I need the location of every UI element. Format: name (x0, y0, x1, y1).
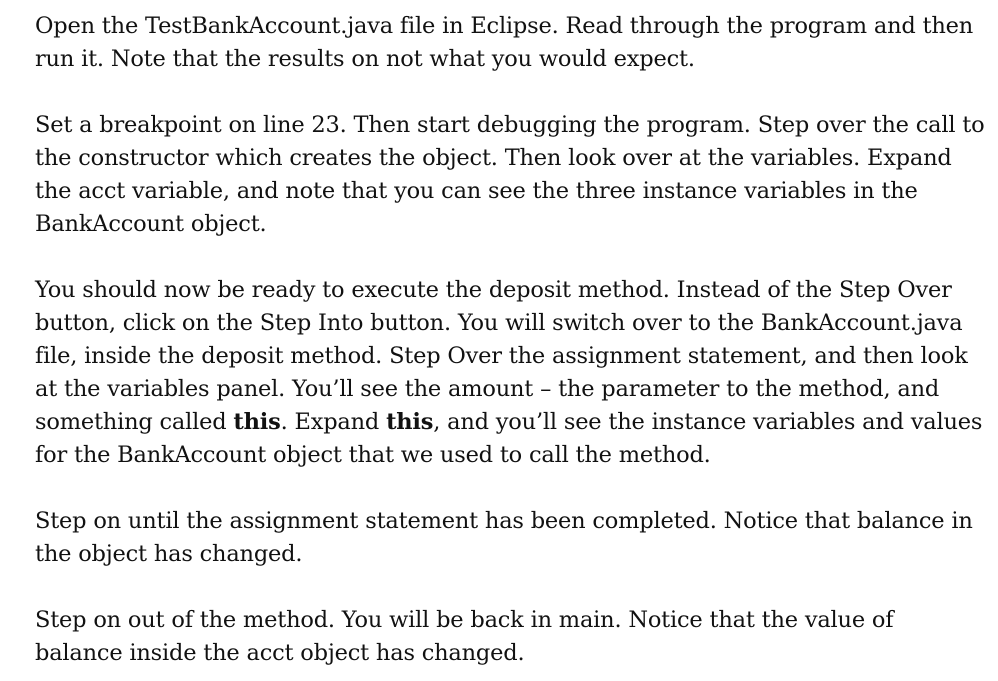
paragraph-step-out (35, 604, 985, 670)
paragraph-text: , and you’ll see the instance variables and values for the BankAccount object that we used to call the method. (35, 409, 983, 468)
paragraph-step-into-deposit (35, 274, 985, 472)
paragraph-text: Set a breakpoint on line 23. Then start debugging the program. Step over the call to the constructor which creates the object. Then look over at the variables. Expand the acct variable, and note that you can see the three instance variables in the BankAccount object. (35, 112, 985, 237)
paragraph-text: . Expand (280, 409, 387, 435)
keyword-this: this (233, 409, 281, 435)
paragraph-open-file (35, 10, 985, 76)
paragraph-set-breakpoint (35, 109, 985, 241)
paragraph-step-on-assignment (35, 505, 985, 571)
paragraph-text: Step on until the assignment statement has been completed. Notice that balance in the object has changed. (35, 508, 973, 567)
keyword-this: this (386, 409, 434, 435)
paragraph-text: Step on out of the method. You will be back in main. Notice that the value of balance inside the acct object has changed. (35, 607, 894, 666)
instructions-document (35, 10, 985, 670)
paragraph-text: You should now be ready to execute the deposit method. Instead of the Step Over button, click on the Step Into button. You will switch over to the BankAccount.java file, inside the deposit method. Step Over the assignment statement, and then look at the variables panel. You’ll see the amount – the parameter to the method, and something called (35, 277, 968, 435)
paragraph-text: Open the TestBankAccount.java file in Eclipse. Read through the program and then run it. Note that the results on not what you would expect. (35, 13, 974, 72)
